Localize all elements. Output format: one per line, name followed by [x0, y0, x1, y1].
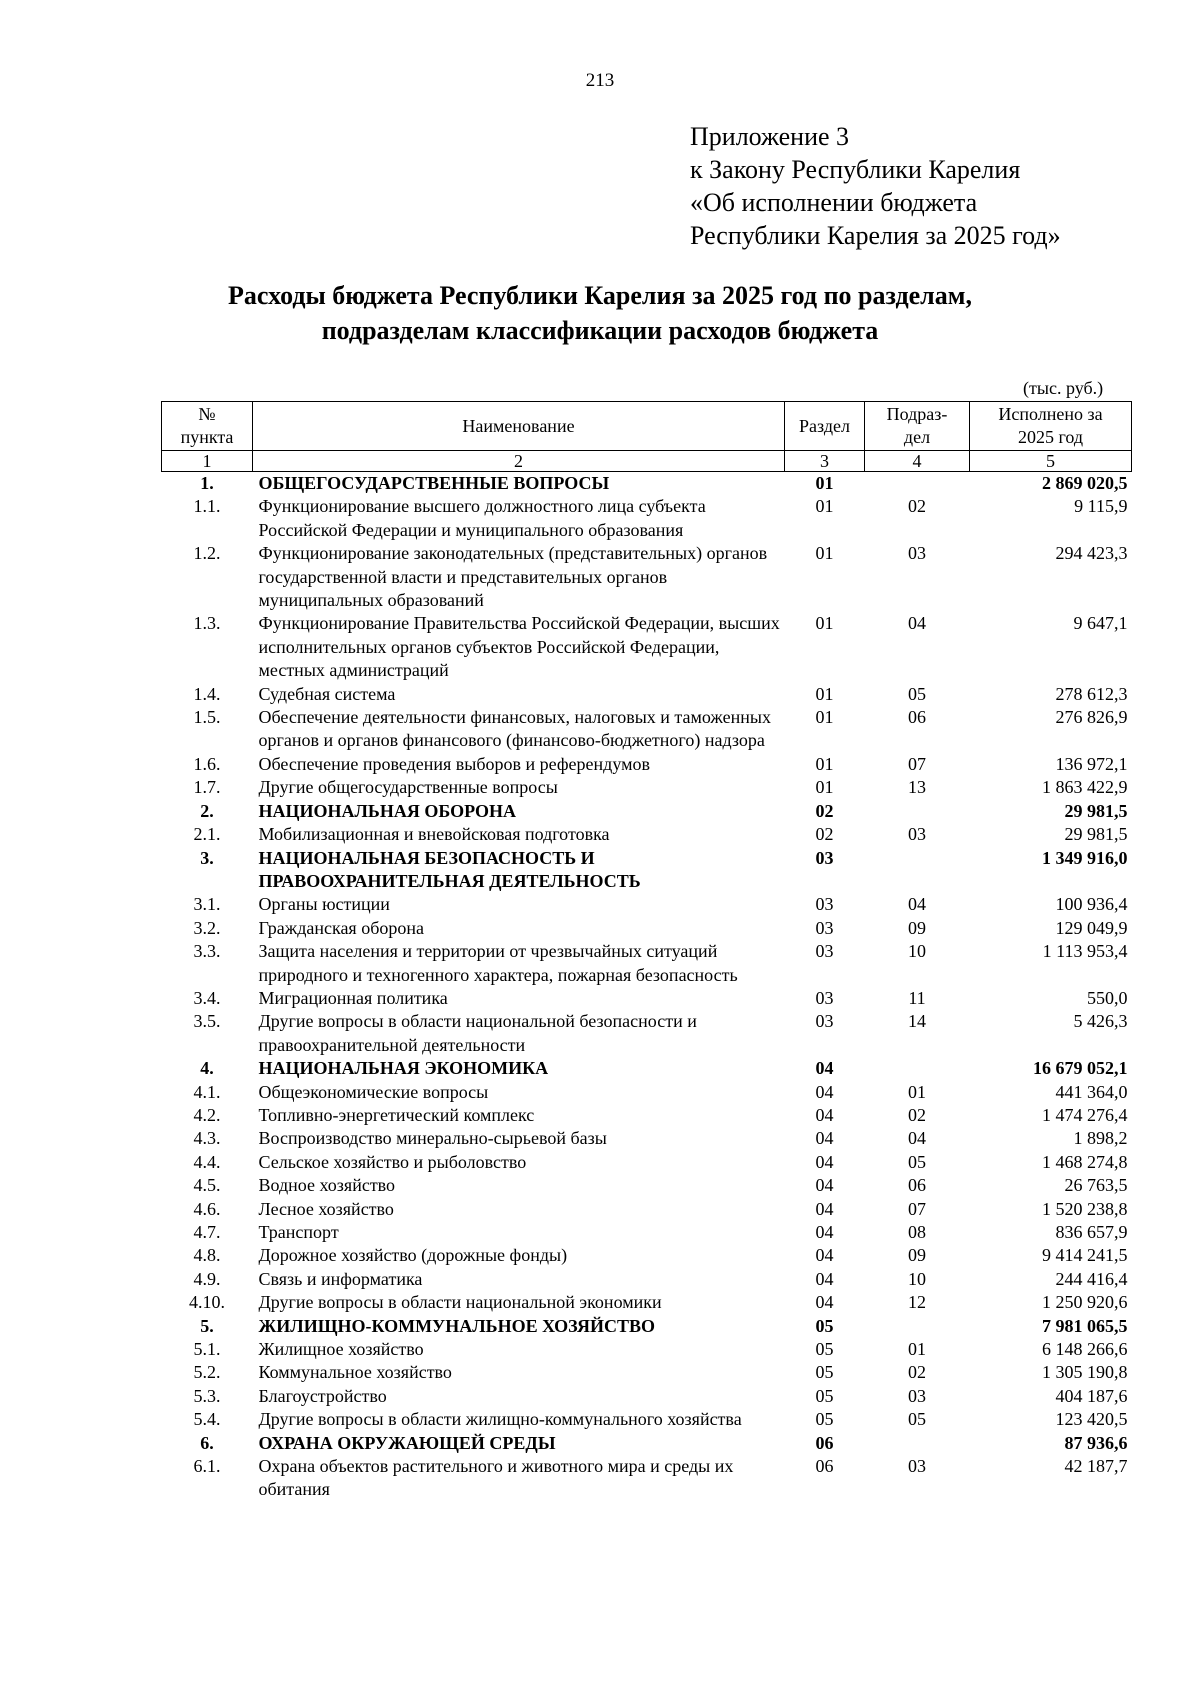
document-title	[0, 278, 1200, 348]
page-number: 213	[585, 70, 615, 91]
appendix-line: Приложение 3	[690, 122, 850, 151]
row-number: 3.3.	[193, 941, 221, 962]
row-podrazdel: 03	[908, 1385, 926, 1406]
row-name: Другие общегосударственные вопросы	[258, 777, 558, 798]
row-razdel: 05	[815, 1362, 834, 1383]
row-razdel: 04	[815, 1058, 834, 1079]
row-razdel: 03	[815, 917, 834, 938]
row-podrazdel: 02	[908, 1362, 926, 1383]
row-number: 3.	[200, 847, 214, 868]
row-podrazdel: 06	[908, 707, 926, 728]
row-name: НАЦИОНАЛЬНАЯ ОБОРОНА	[258, 800, 516, 821]
row-razdel: 01	[815, 753, 834, 774]
row-number: 3.4.	[193, 987, 221, 1008]
row-number: 1.3.	[193, 613, 221, 634]
table-body	[162, 472, 1132, 1502]
header-podrazdel: Подраз- дел	[865, 402, 970, 451]
budget-table	[161, 401, 1132, 1502]
row-name: Функционирование законодательных (представительных) органов государственной власти и представительных органов муниципальных образований	[258, 543, 768, 611]
row-name: Сельское хозяйство и рыболовство	[258, 1151, 527, 1172]
row-name: ОБЩЕГОСУДАРСТВЕННЫЕ ВОПРОСЫ	[258, 473, 610, 493]
table-row	[162, 1244, 1132, 1267]
section-row	[162, 1432, 1132, 1455]
column-number: 4	[865, 451, 970, 472]
column-number-row	[162, 451, 1132, 472]
units-label: (тыс. руб.)	[1023, 378, 1104, 398]
table-row	[162, 1455, 1132, 1502]
column-number: 5	[970, 451, 1132, 472]
row-amount: 42 187,7	[1064, 1456, 1128, 1477]
row-razdel: 01	[815, 496, 834, 517]
row-podrazdel: 09	[908, 917, 926, 938]
row-razdel: 04	[815, 1245, 834, 1266]
row-podrazdel: 08	[908, 1222, 926, 1242]
row-podrazdel: 10	[908, 941, 926, 962]
row-amount: 9 647,1	[1073, 613, 1128, 634]
row-podrazdel: 03	[908, 1456, 926, 1477]
row-podrazdel	[865, 847, 970, 894]
row-name: Благоустройство	[258, 1385, 387, 1406]
row-razdel: 05	[815, 1385, 834, 1406]
row-number: 4.1.	[193, 1081, 221, 1102]
row-razdel: 04	[815, 1198, 834, 1219]
row-podrazdel	[865, 800, 970, 823]
appendix-block	[690, 120, 1061, 252]
title-line: Расходы бюджета Республики Карелия за 2025 год по разделам,	[228, 281, 972, 310]
row-podrazdel: 04	[908, 613, 926, 634]
row-number: 5.1.	[193, 1339, 221, 1360]
row-podrazdel: 07	[908, 753, 926, 774]
row-amount: 1 468 274,8	[1042, 1151, 1128, 1172]
row-amount: 1 863 422,9	[1042, 777, 1128, 798]
row-number: 2.1.	[193, 824, 221, 845]
row-number: 4.2.	[193, 1104, 221, 1125]
row-podrazdel: 06	[908, 1175, 926, 1196]
row-podrazdel: 12	[908, 1292, 926, 1313]
row-number: 4.	[200, 1058, 214, 1079]
row-name: Судебная система	[258, 683, 396, 704]
row-name: Защита населения и территории от чрезвычайных ситуаций природного и техногенного характера, пожарная безопасность	[258, 941, 738, 985]
row-amount: 404 187,6	[1055, 1385, 1128, 1406]
section-row	[162, 472, 1132, 496]
row-razdel: 04	[815, 1081, 834, 1102]
row-amount: 294 423,3	[1055, 543, 1128, 564]
row-name: Дорожное хозяйство (дорожные фонды)	[258, 1245, 568, 1266]
row-amount: 136 972,1	[1055, 753, 1128, 774]
row-amount: 441 364,0	[1055, 1081, 1128, 1102]
table-row	[162, 753, 1132, 776]
table-row	[162, 1151, 1132, 1174]
row-number: 5.2.	[193, 1362, 221, 1383]
table-row	[162, 1198, 1132, 1221]
row-podrazdel	[865, 1432, 970, 1455]
row-amount: 1 250 920,6	[1042, 1292, 1128, 1313]
table-row	[162, 776, 1132, 799]
header-amount: Исполнено за 2025 год	[970, 402, 1132, 451]
table-row	[162, 706, 1132, 753]
appendix-line: к Закону Республики Карелия	[690, 155, 1021, 184]
header-num: № пункта	[162, 402, 253, 451]
table-row	[162, 1338, 1132, 1361]
table-row	[162, 1081, 1132, 1104]
row-name: Гражданская оборона	[258, 917, 424, 938]
row-name: Другие вопросы в области жилищно-коммунального хозяйства	[258, 1409, 742, 1430]
row-podrazdel	[865, 472, 970, 496]
row-number: 3.5.	[193, 1011, 221, 1032]
row-razdel: 02	[815, 824, 834, 845]
table-row	[162, 1221, 1132, 1244]
row-podrazdel: 04	[908, 1128, 926, 1149]
row-name: ЖИЛИЩНО-КОММУНАЛЬНОЕ ХОЗЯЙСТВО	[258, 1315, 656, 1336]
row-podrazdel: 05	[908, 1409, 926, 1430]
row-number: 4.3.	[193, 1128, 221, 1149]
row-amount: 26 763,5	[1064, 1175, 1128, 1196]
row-amount: 129 049,9	[1055, 917, 1128, 938]
row-name: Другие вопросы в области национальной безопасности и правоохранительной деятельности	[258, 1011, 697, 1055]
row-razdel: 04	[815, 1151, 834, 1172]
row-amount: 2 869 020,5	[1042, 473, 1128, 493]
row-razdel: 04	[815, 1268, 834, 1289]
appendix-line: «Об исполнении бюджета	[690, 188, 978, 217]
row-number: 1.6.	[193, 753, 221, 774]
table-row	[162, 940, 1132, 987]
row-name: ОХРАНА ОКРУЖАЮЩЕЙ СРЕДЫ	[258, 1432, 556, 1453]
row-razdel: 06	[815, 1456, 834, 1477]
table-row	[162, 495, 1132, 542]
row-razdel: 01	[815, 473, 834, 493]
row-name: Топливно-энергетический комплекс	[258, 1104, 535, 1125]
table-row	[162, 542, 1132, 612]
row-name: НАЦИОНАЛЬНАЯ ЭКОНОМИКА	[258, 1058, 549, 1079]
row-razdel: 01	[815, 613, 834, 634]
row-amount: 278 612,3	[1055, 683, 1128, 704]
row-razdel: 03	[815, 1011, 834, 1032]
title-line: подразделам классификации расходов бюджета	[321, 316, 879, 345]
table-row	[162, 823, 1132, 846]
row-podrazdel: 04	[908, 894, 926, 915]
table-row	[162, 1408, 1132, 1431]
table-row	[162, 1268, 1132, 1291]
row-razdel: 03	[815, 894, 834, 915]
table-row	[162, 612, 1132, 682]
row-name: НАЦИОНАЛЬНАЯ БЕЗОПАСНОСТЬ И ПРАВООХРАНИТЕЛЬНАЯ ДЕЯТЕЛЬНОСТЬ	[258, 847, 641, 891]
column-number: 1	[162, 451, 253, 472]
row-number: 5.	[200, 1315, 214, 1336]
table-row	[162, 1104, 1132, 1127]
row-number: 1.5.	[193, 707, 221, 728]
row-razdel: 01	[815, 707, 834, 728]
row-podrazdel	[865, 1057, 970, 1080]
row-number: 6.	[200, 1432, 214, 1453]
row-amount: 123 420,5	[1055, 1409, 1128, 1430]
row-number: 2.	[200, 800, 214, 821]
row-podrazdel: 01	[908, 1339, 926, 1360]
section-row	[162, 1315, 1132, 1338]
row-podrazdel: 14	[908, 1011, 926, 1032]
row-amount: 244 416,4	[1055, 1268, 1128, 1289]
row-amount: 6 148 266,6	[1042, 1339, 1128, 1360]
row-podrazdel: 05	[908, 1151, 926, 1172]
section-row	[162, 800, 1132, 823]
appendix-line: Республики Карелия за 2025 год»	[690, 221, 1061, 250]
row-number: 1.7.	[193, 777, 221, 798]
row-name: Коммунальное хозяйство	[258, 1362, 452, 1383]
row-number: 1.	[200, 473, 214, 493]
row-amount: 276 826,9	[1055, 707, 1128, 728]
row-name: Воспроизводство минерально-сырьевой базы	[258, 1128, 607, 1149]
row-razdel: 02	[815, 800, 834, 821]
row-razdel: 04	[815, 1175, 834, 1196]
row-name: Функционирование высшего должностного лица субъекта Российской Федерации и муниципального образования	[258, 496, 706, 540]
row-razdel: 01	[815, 543, 834, 564]
row-amount: 1 898,2	[1073, 1128, 1128, 1149]
row-number: 4.8.	[193, 1245, 221, 1266]
row-razdel: 03	[815, 987, 834, 1008]
section-row	[162, 1057, 1132, 1080]
row-razdel: 01	[815, 683, 834, 704]
row-razdel: 04	[815, 1222, 834, 1242]
table-row	[162, 1385, 1132, 1408]
row-podrazdel: 02	[908, 496, 926, 517]
row-amount: 550,0	[1087, 987, 1128, 1008]
row-amount: 7 981 065,5	[1042, 1315, 1128, 1336]
row-name: Лесное хозяйство	[258, 1198, 394, 1219]
header-razdel: Раздел	[785, 402, 865, 451]
row-amount: 1 349 916,0	[1042, 847, 1128, 868]
row-number: 4.9.	[193, 1268, 221, 1289]
row-name: Обеспечение проведения выборов и референдумов	[258, 753, 650, 774]
section-row	[162, 847, 1132, 894]
row-amount: 1 113 953,4	[1042, 941, 1128, 962]
table-row	[162, 1010, 1132, 1057]
row-number: 5.3.	[193, 1385, 221, 1406]
row-amount: 16 679 052,1	[1033, 1058, 1128, 1079]
row-name: Общеэкономические вопросы	[258, 1081, 489, 1102]
table-row	[162, 987, 1132, 1010]
row-number: 4.5.	[193, 1175, 221, 1196]
row-number: 4.6.	[193, 1198, 221, 1219]
row-name: Обеспечение деятельности финансовых, налоговых и таможенных органов и органов финансового (финансово-бюджетного) надзора	[258, 707, 771, 751]
row-razdel: 03	[815, 847, 834, 868]
row-number: 6.1.	[193, 1456, 221, 1477]
row-amount: 1 305 190,8	[1042, 1362, 1128, 1383]
row-razdel: 01	[815, 777, 834, 798]
row-name: Мобилизационная и вневойсковая подготовка	[258, 824, 610, 845]
row-razdel: 05	[815, 1339, 834, 1360]
table-row	[162, 1127, 1132, 1150]
table-row	[162, 683, 1132, 706]
row-podrazdel: 02	[908, 1104, 926, 1125]
row-podrazdel	[865, 1315, 970, 1338]
column-number: 2	[253, 451, 785, 472]
row-name: Транспорт	[258, 1222, 339, 1242]
table-row	[162, 1174, 1132, 1197]
table-row	[162, 893, 1132, 916]
row-razdel: 05	[815, 1315, 834, 1336]
row-razdel: 06	[815, 1432, 834, 1453]
table-header-row	[162, 402, 1132, 451]
row-name: Функционирование Правительства Российской Федерации, высших исполнительных органов субъектов Российской Федерации, местных администраций	[258, 613, 780, 681]
row-razdel: 04	[815, 1128, 834, 1149]
row-razdel: 03	[815, 941, 834, 962]
table-row	[162, 917, 1132, 940]
row-number: 4.4.	[193, 1151, 221, 1172]
row-number: 4.7.	[193, 1222, 221, 1242]
row-razdel: 04	[815, 1292, 834, 1313]
row-number: 4.10.	[189, 1292, 225, 1313]
row-number: 3.1.	[193, 894, 221, 915]
row-razdel: 04	[815, 1104, 834, 1125]
row-name: Связь и информатика	[258, 1268, 423, 1289]
row-podrazdel: 07	[908, 1198, 926, 1219]
row-amount: 5 426,3	[1073, 1011, 1128, 1032]
table-row	[162, 1361, 1132, 1384]
row-razdel: 05	[815, 1409, 834, 1430]
header-name: Наименование	[253, 402, 785, 451]
row-number: 1.4.	[193, 683, 221, 704]
row-amount: 29 981,5	[1064, 824, 1128, 845]
row-podrazdel: 11	[908, 987, 926, 1008]
row-name: Другие вопросы в области национальной экономики	[258, 1292, 662, 1313]
row-podrazdel: 10	[908, 1268, 926, 1289]
row-name: Жилищное хозяйство	[258, 1339, 424, 1360]
row-amount: 100 936,4	[1055, 894, 1128, 915]
row-name: Органы юстиции	[258, 894, 390, 915]
row-podrazdel: 13	[908, 777, 926, 798]
row-name: Водное хозяйство	[258, 1175, 396, 1196]
table-row	[162, 1291, 1132, 1314]
row-amount: 9 115,9	[1074, 496, 1128, 517]
row-amount: 9 414 241,5	[1042, 1245, 1128, 1266]
column-number: 3	[785, 451, 865, 472]
row-podrazdel: 05	[908, 683, 926, 704]
row-podrazdel: 03	[908, 824, 926, 845]
row-amount: 1 474 276,4	[1042, 1104, 1128, 1125]
row-podrazdel: 03	[908, 543, 926, 564]
row-number: 5.4.	[193, 1409, 221, 1430]
row-number: 3.2.	[193, 917, 221, 938]
row-number: 1.1.	[193, 496, 221, 517]
row-amount: 29 981,5	[1064, 800, 1128, 821]
row-name: Охрана объектов растительного и животного мира и среды их обитания	[258, 1456, 734, 1500]
row-podrazdel: 01	[908, 1081, 926, 1102]
row-name: Миграционная политика	[258, 987, 448, 1008]
row-amount: 87 936,6	[1064, 1432, 1128, 1453]
row-amount: 1 520 238,8	[1042, 1198, 1128, 1219]
row-podrazdel: 09	[908, 1245, 926, 1266]
row-number: 1.2.	[193, 543, 221, 564]
row-amount: 836 657,9	[1055, 1222, 1128, 1242]
